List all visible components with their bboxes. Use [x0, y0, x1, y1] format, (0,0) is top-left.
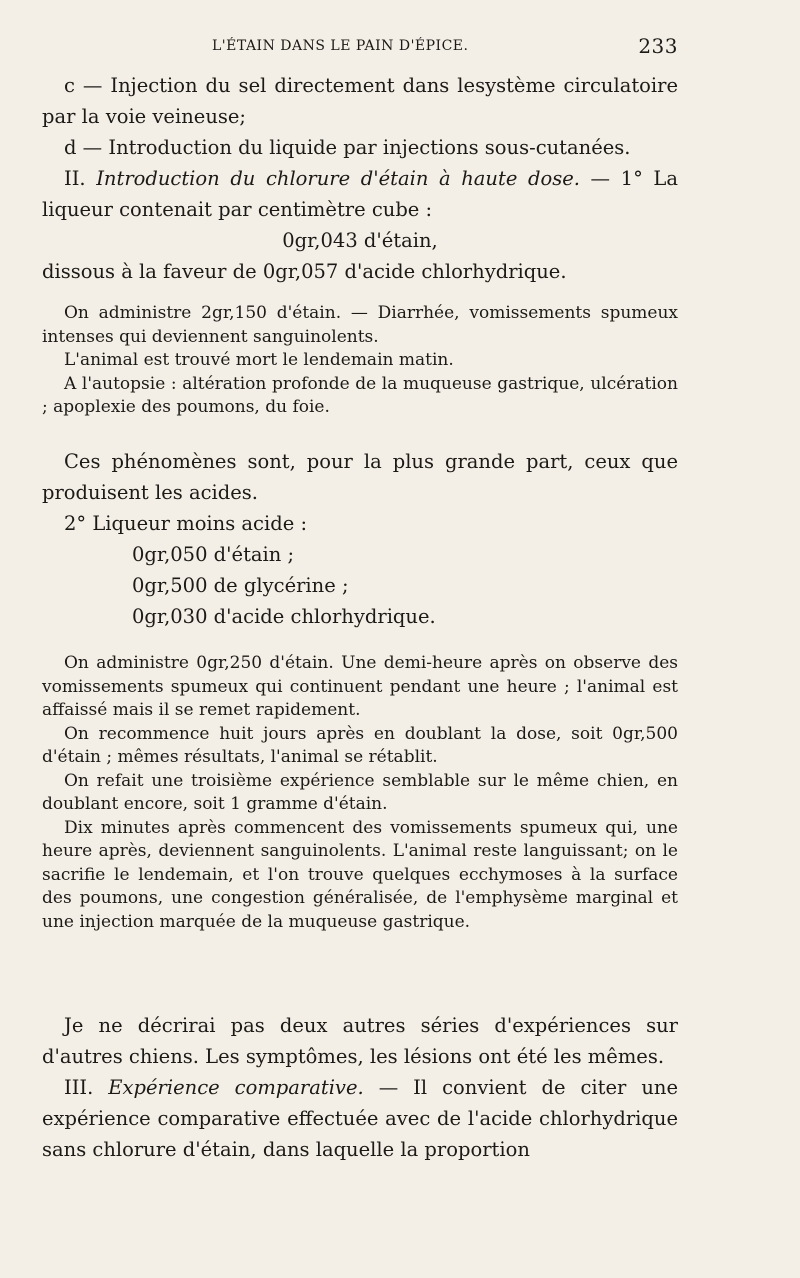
section-3-title: Expérience comparative. — [108, 1076, 364, 1099]
section-2-rest: — 1° La liqueur contenait par centimètre cube : — [42, 167, 679, 221]
section-c-d — [42, 70, 678, 287]
formula-2-line: 0gr,050 d'étain ; — [132, 543, 295, 566]
formula-2-line: 0gr,030 d'acide chlorhydrique. — [132, 605, 436, 628]
section-3-label: III. — [64, 1076, 109, 1099]
item-c: c — Injection du sel directement dans lesystème circulatoire par la voie veineuse; — [42, 74, 678, 128]
exp2-repeat: On recommence huit jours après en doublant la dose, soit 0gr,500 d'étain ; mêmes résultats, l'animal se rétablit. — [42, 723, 678, 767]
exp1-autopsy: A l'autopsie : altération profonde de la muqueuse gastrique, ulcération ; apoplexie des poumons, du foie. — [42, 373, 678, 417]
section-2-title: Introduction du chlorure d'étain à haute dose. — [96, 167, 580, 190]
exp2-third: On refait une troisième expérience semblable sur le même chien, en doublant encore, soit 1 gramme d'étain. — [42, 770, 678, 814]
running-header — [42, 36, 678, 62]
formula-2 — [42, 539, 678, 632]
closing-block — [42, 1010, 678, 1165]
dissolved-line: dissous à la faveur de 0gr,057 d'acide chlorhydrique. — [42, 260, 567, 283]
formula-1: 0gr,043 d'étain, — [282, 229, 438, 252]
liqueur-2-heading: 2° Liqueur moins acide : — [64, 512, 308, 535]
section-2-label: II. — [64, 167, 97, 190]
phenomena-block — [42, 446, 678, 632]
section-3-rest: — Il convient de citer une expérience comparative effectuée avec de l'acide chlorhydrique sans chlorure d'étain, dans laquelle la proportion — [42, 1076, 678, 1161]
section-3-paragraph — [42, 1072, 678, 1165]
exp2-administer: On administre 0gr,250 d'étain. Une demi-heure après on observe des vomissements spumeux qui continuent pendant une heure ; l'animal est affaissé mais il se remet rapidement. — [42, 653, 678, 720]
experiment-1 — [42, 302, 678, 420]
phenomena-paragraph: Ces phénomènes sont, pour la plus grande part, ceux que produisent les acides. — [42, 450, 678, 504]
section-2-intro — [42, 163, 678, 225]
running-title: L'ÉTAIN DANS LE PAIN D'ÉPICE. — [212, 38, 469, 54]
formula-2-line: 0gr,500 de glycérine ; — [132, 574, 349, 597]
no-more-paragraph: Je ne décrirai pas deux autres séries d'expériences sur d'autres chiens. Les symptômes, les lésions ont été les mêmes. — [42, 1014, 678, 1068]
exp2-observation: Dix minutes après commencent des vomissements spumeux qui, une heure après, deviennent sanguinolents. L'animal reste languissant; on le sacrifie le lendemain, et l'on trouve quelques ecchymoses à la surface des poumons, une congestion généralisée, de l'emphysème marginal et une injection marquée de la muqueuse gastrique. — [42, 817, 678, 932]
experiment-2 — [42, 652, 678, 934]
exp1-administer: On administre 2gr,150 d'étain. — Diarrhée, vomissements spumeux intenses qui deviennent sanguinolents. — [42, 303, 678, 347]
item-d: d — Introduction du liquide par injections sous-cutanées. — [64, 136, 631, 159]
exp1-death: L'animal est trouvé mort le lendemain matin. — [64, 350, 454, 370]
page-number: 233 — [638, 34, 678, 58]
